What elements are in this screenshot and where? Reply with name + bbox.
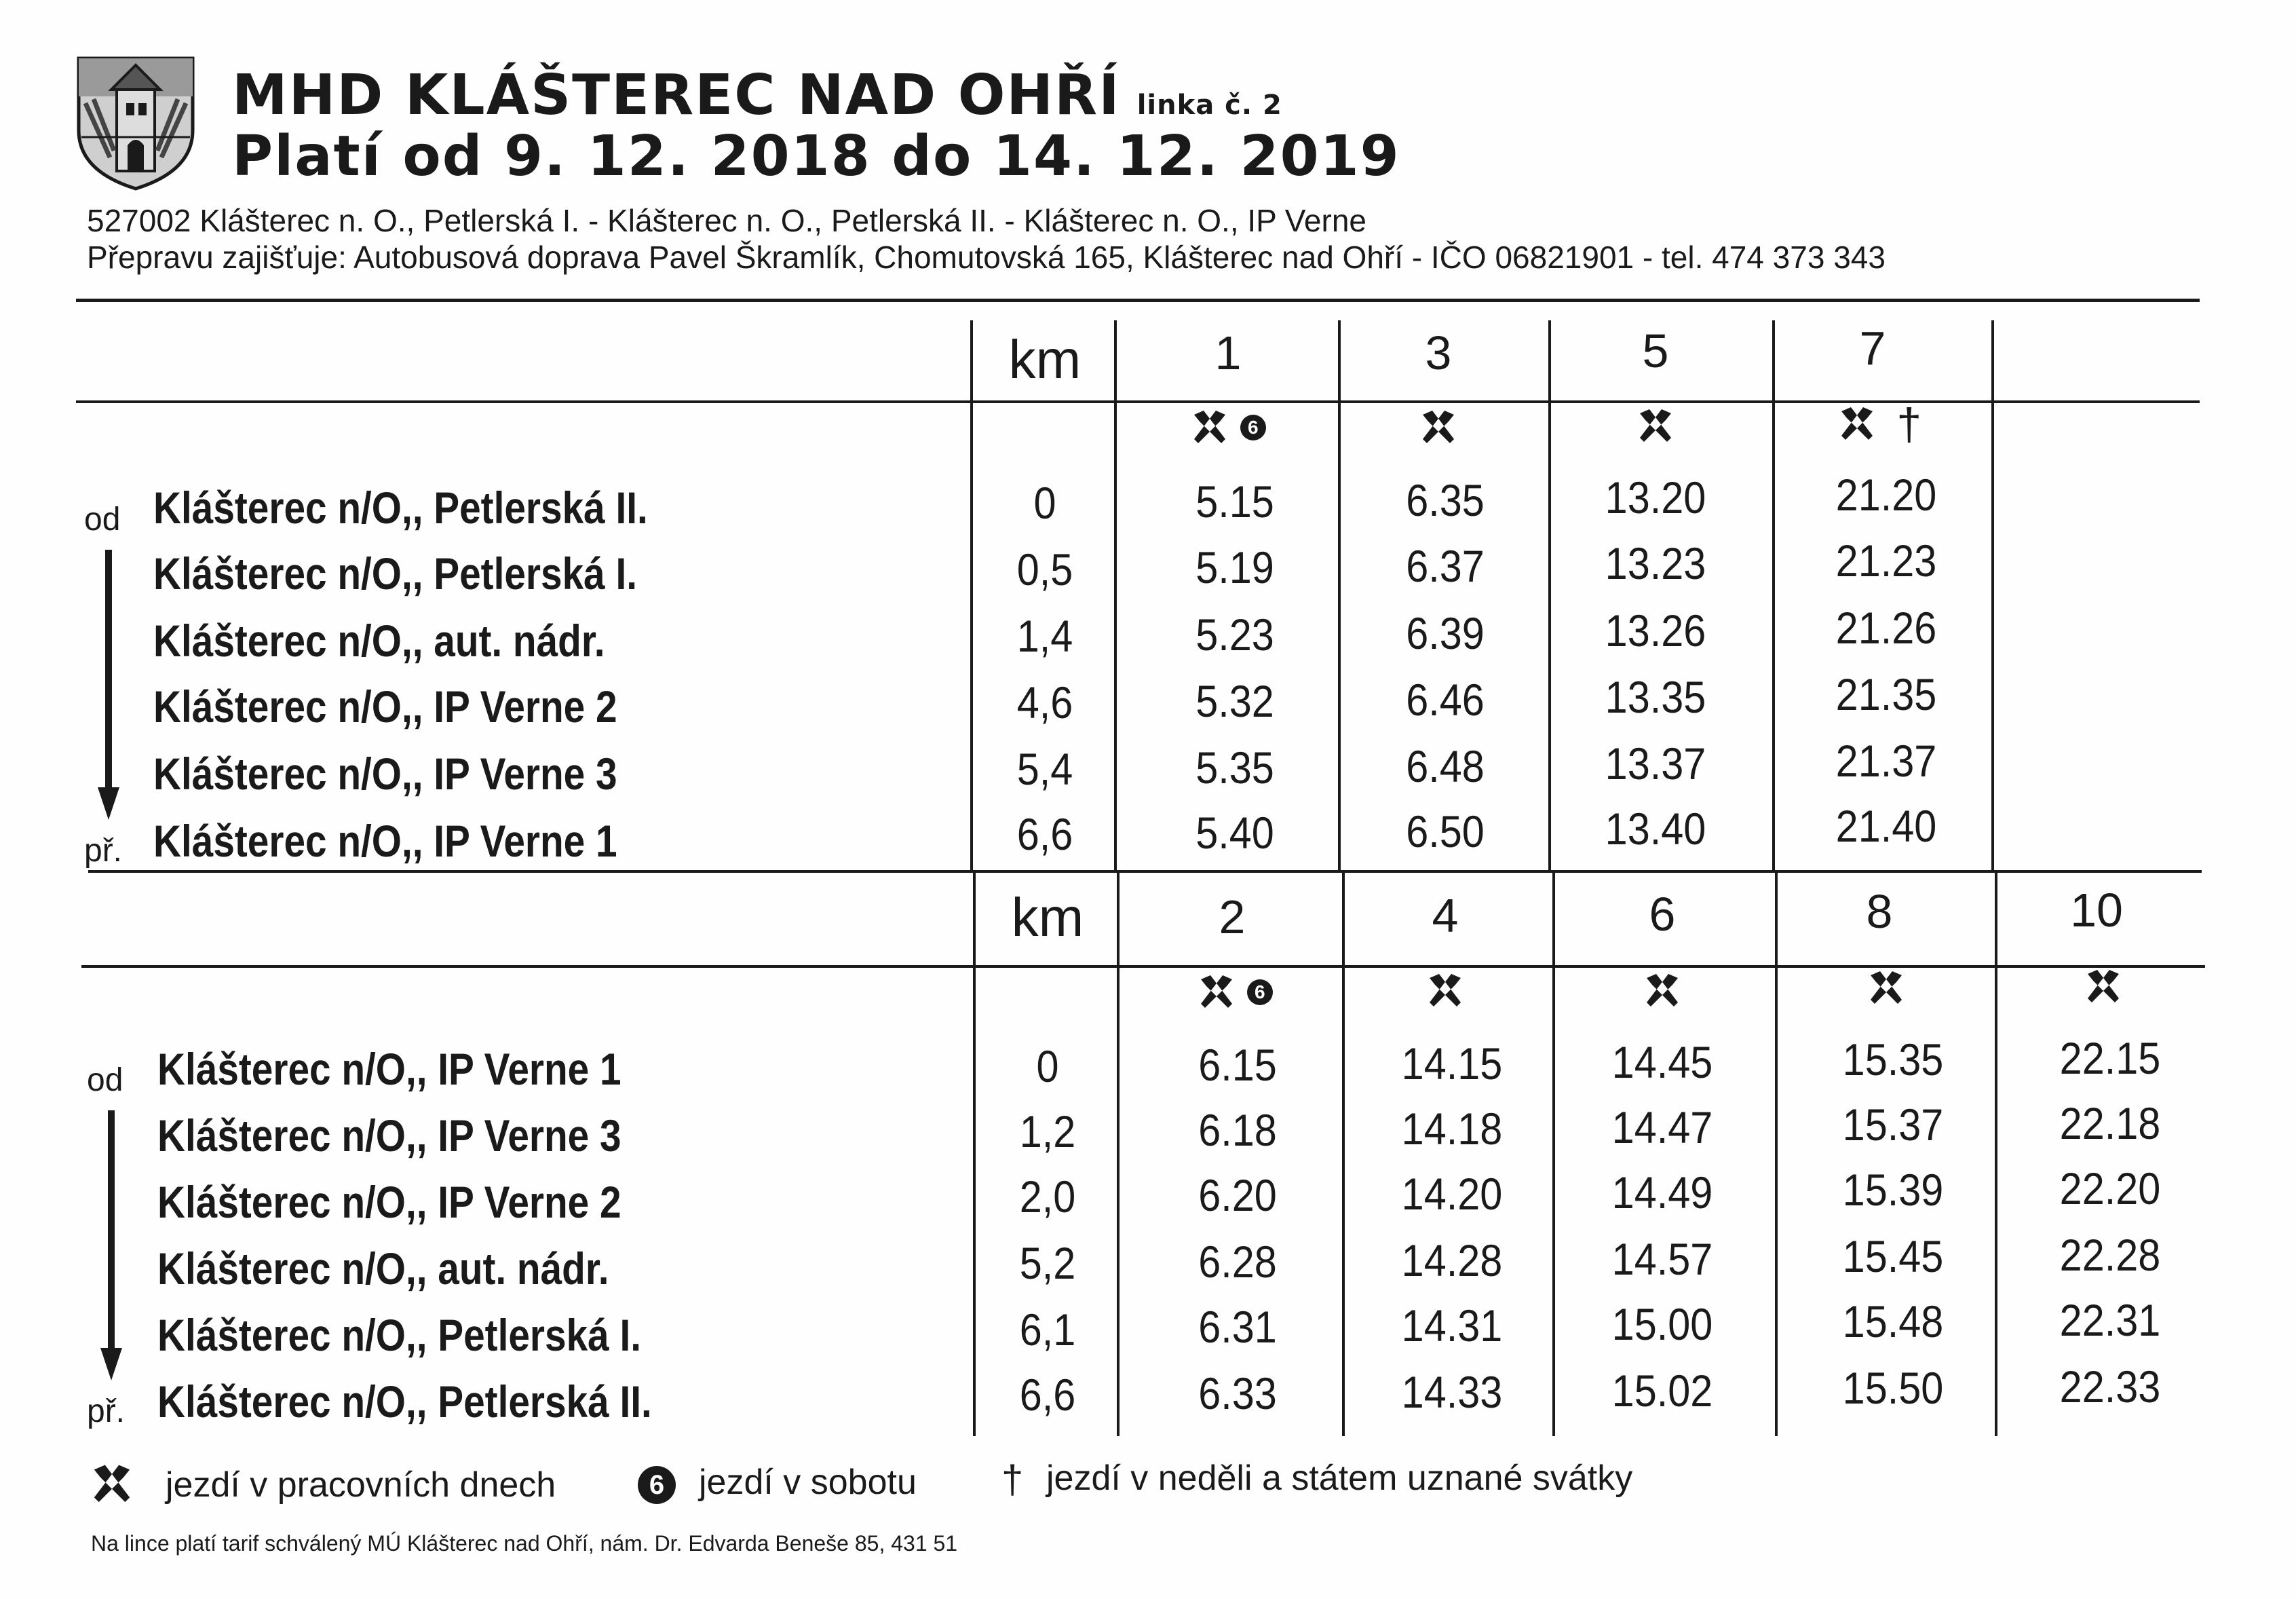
hammer-pick-icon	[1867, 968, 1906, 1008]
departure-time: 22.15	[2059, 1033, 2161, 1083]
trip-symbols	[1574, 969, 1750, 1011]
hammer-pick-icon	[1643, 971, 1682, 1011]
tariff-footnote: Na lince platí tarif schválený MÚ Klášterec nad Ohří, nám. Dr. Edvarda Beneše 85, 431 51	[91, 1531, 958, 1556]
route-description: 527002 Klášterec n. O., Petlerská I. - Klášterec n. O., Petlerská II. - Klášterec n. O., IP Verne	[87, 203, 1366, 238]
departure-time: 22.18	[2059, 1098, 2161, 1148]
departure-time: 6.48	[1406, 741, 1485, 791]
stop-name: Klášterec n/O,, Petlerská I.	[153, 548, 638, 599]
departure-time: 5.40	[1195, 808, 1274, 858]
trip-symbols	[1357, 969, 1533, 1011]
departure-time: 6.46	[1406, 675, 1485, 725]
trip-symbols	[1350, 406, 1527, 447]
legend-workday: jezdí v pracovních dnech	[166, 1465, 556, 1505]
km-header: km	[1008, 329, 1082, 390]
page-title	[232, 63, 1282, 128]
departure-time: 21.35	[1835, 669, 1937, 719]
trip-number: 2	[1219, 890, 1246, 943]
departure-time: 6.50	[1406, 806, 1485, 857]
stop-name: Klášterec n/O,, IP Verne 2	[157, 1177, 621, 1227]
departure-time: 15.50	[1842, 1363, 1944, 1413]
departure-time: 13.37	[1605, 738, 1706, 789]
circle-6-icon: 6	[638, 1466, 676, 1504]
stop-name: Klášterec n/O,, Petlerská I.	[157, 1310, 642, 1360]
to-label: př.	[87, 1393, 126, 1429]
departure-time: 6.37	[1406, 541, 1485, 591]
trip-number: 6	[1649, 888, 1676, 941]
departure-time: 6.15	[1198, 1040, 1277, 1090]
departure-time: 14.57	[1611, 1234, 1713, 1284]
km-value: 6,6	[1016, 809, 1073, 859]
km-value: 0	[1036, 1041, 1059, 1091]
trip-symbols	[1798, 966, 1974, 1008]
departure-time: 13.26	[1605, 605, 1706, 656]
departure-time: 5.15	[1195, 476, 1274, 527]
stop-name: Klášterec n/O,, IP Verne 1	[157, 1044, 621, 1094]
column-divider	[1991, 320, 1994, 870]
departure-time: 15.35	[1842, 1034, 1944, 1085]
column-divider	[1775, 873, 1778, 1436]
km-value: 5,2	[1019, 1238, 1076, 1288]
cross-icon: †	[1001, 1458, 1024, 1502]
departure-time: 15.45	[1842, 1231, 1944, 1281]
hammer-pick-icon	[1190, 408, 1229, 447]
trip-symbols	[1140, 406, 1316, 447]
trip-number: 7	[1859, 322, 1886, 375]
departure-time: 14.28	[1401, 1235, 1503, 1285]
trip-symbols	[1147, 971, 1323, 1012]
departure-time: 5.32	[1195, 676, 1274, 726]
departure-time: 6.31	[1198, 1302, 1277, 1352]
departure-time: 5.23	[1195, 609, 1274, 660]
departure-time: 15.48	[1842, 1296, 1944, 1347]
km-value: 2,0	[1019, 1171, 1076, 1222]
departure-time: 6.20	[1198, 1170, 1277, 1220]
direction-arrow-icon	[95, 550, 122, 821]
column-divider	[1548, 320, 1551, 870]
trip-symbols	[1791, 399, 1968, 449]
column-divider	[1552, 873, 1555, 1436]
stop-name: Klášterec n/O,, Petlerská II.	[153, 483, 648, 533]
hammer-pick-icon	[1419, 408, 1458, 447]
stop-name: Klášterec n/O,, IP Verne 2	[153, 681, 617, 732]
km-header: km	[1011, 887, 1084, 947]
departure-time: 6.33	[1198, 1368, 1277, 1418]
departure-time: 21.26	[1835, 603, 1937, 653]
departure-time: 14.15	[1401, 1038, 1503, 1089]
hammer-pick-icon	[90, 1462, 134, 1507]
stop-name: Klášterec n/O,, IP Verne 1	[153, 816, 617, 866]
km-value: 4,6	[1016, 677, 1073, 728]
departure-time: 22.33	[2059, 1361, 2161, 1412]
departure-time: 15.37	[1842, 1099, 1944, 1150]
departure-time: 21.23	[1835, 535, 1937, 586]
km-value: 6,1	[1019, 1304, 1076, 1355]
town-crest-icon	[76, 56, 195, 191]
departure-time: 22.20	[2059, 1163, 2161, 1214]
trip-number: 3	[1425, 326, 1452, 379]
cross-icon: †	[1896, 399, 1922, 449]
departure-time: 6.18	[1198, 1105, 1277, 1155]
departure-time: 15.39	[1842, 1165, 1944, 1215]
hammer-pick-icon	[1837, 405, 1877, 444]
departure-time: 13.35	[1605, 672, 1706, 722]
trip-symbols	[1567, 405, 1744, 446]
departure-time: 21.37	[1835, 736, 1937, 786]
stop-name: Klášterec n/O,, aut. nádr.	[157, 1243, 609, 1294]
departure-time: 14.20	[1401, 1169, 1503, 1219]
trip-number: 8	[1866, 885, 1893, 938]
column-divider	[1338, 320, 1341, 870]
departure-time: 14.31	[1401, 1300, 1503, 1351]
stop-name: Klášterec n/O,, IP Verne 3	[153, 749, 617, 799]
line-label: linka č. 2	[1136, 90, 1282, 121]
column-divider	[1342, 873, 1345, 1436]
trip-number: 5	[1642, 324, 1669, 377]
km-value: 6,6	[1019, 1370, 1076, 1420]
to-label: př.	[84, 833, 123, 869]
departure-time: 15.02	[1611, 1366, 1713, 1416]
from-label: od	[84, 502, 121, 538]
column-divider	[1772, 320, 1775, 870]
stop-name: Klášterec n/O,, IP Verne 3	[157, 1110, 621, 1161]
trip-number: 1	[1214, 326, 1242, 379]
stop-name: Klášterec n/O,, Petlerská II.	[157, 1376, 652, 1427]
departure-time: 6.28	[1198, 1237, 1277, 1287]
departure-time: 13.23	[1605, 538, 1706, 588]
departure-time: 22.31	[2059, 1295, 2161, 1345]
departure-time: 14.45	[1611, 1037, 1713, 1087]
departure-time: 5.35	[1195, 742, 1274, 793]
hammer-pick-icon	[1636, 407, 1675, 446]
departure-time: 14.49	[1611, 1167, 1713, 1218]
departure-time: 14.18	[1401, 1104, 1503, 1154]
km-value: 0,5	[1016, 544, 1073, 595]
km-value: 1,4	[1016, 611, 1073, 661]
km-value: 5,4	[1016, 744, 1073, 794]
departure-time: 5.19	[1195, 542, 1274, 592]
hammer-pick-icon	[1197, 973, 1236, 1012]
circle-6-icon: 6	[1247, 979, 1273, 1005]
table-divider	[88, 870, 2202, 873]
validity-period: Platí od 9. 12. 2018 do 14. 12. 2019	[232, 124, 1400, 189]
departure-time: 21.20	[1835, 470, 1937, 520]
hammer-pick-icon	[1426, 971, 1465, 1011]
stop-name: Klášterec n/O,, aut. nádr.	[153, 616, 605, 666]
departure-time: 15.00	[1611, 1299, 1713, 1349]
column-divider	[1995, 873, 1997, 1436]
departure-time: 14.33	[1401, 1367, 1503, 1417]
departure-time: 13.40	[1605, 804, 1706, 854]
legend-sunday: jezdí v neděli a státem uznané svátky	[1046, 1459, 1633, 1498]
departure-time: 22.28	[2059, 1230, 2161, 1280]
departure-time: 6.35	[1406, 475, 1485, 525]
trip-number: 4	[1432, 889, 1459, 942]
title-text: MHD KLÁŠTEREC NAD OHŘÍ	[232, 63, 1121, 128]
departure-time: 21.40	[1835, 801, 1937, 851]
departure-time: 13.20	[1605, 472, 1706, 523]
circle-6-icon: 6	[1240, 415, 1266, 440]
legend-saturday: jezdí v sobotu	[699, 1463, 917, 1502]
departure-time: 6.39	[1406, 608, 1485, 658]
km-value: 1,2	[1019, 1106, 1076, 1156]
from-label: od	[87, 1062, 123, 1098]
operator-info: Přepravu zajišťuje: Autobusová doprava Pavel Škramlík, Chomutovská 165, Klášterec nad Ohří - IČO 06821901 - tel. 474 373 343	[87, 240, 1886, 275]
hammer-pick-icon	[2084, 967, 2123, 1007]
trip-number: 10	[2070, 884, 2123, 937]
direction-arrow-icon	[98, 1110, 125, 1382]
departure-time: 14.47	[1611, 1102, 1713, 1152]
km-value: 0	[1033, 478, 1056, 528]
header-divider	[76, 299, 2200, 302]
trip-symbols	[2015, 965, 2192, 1007]
